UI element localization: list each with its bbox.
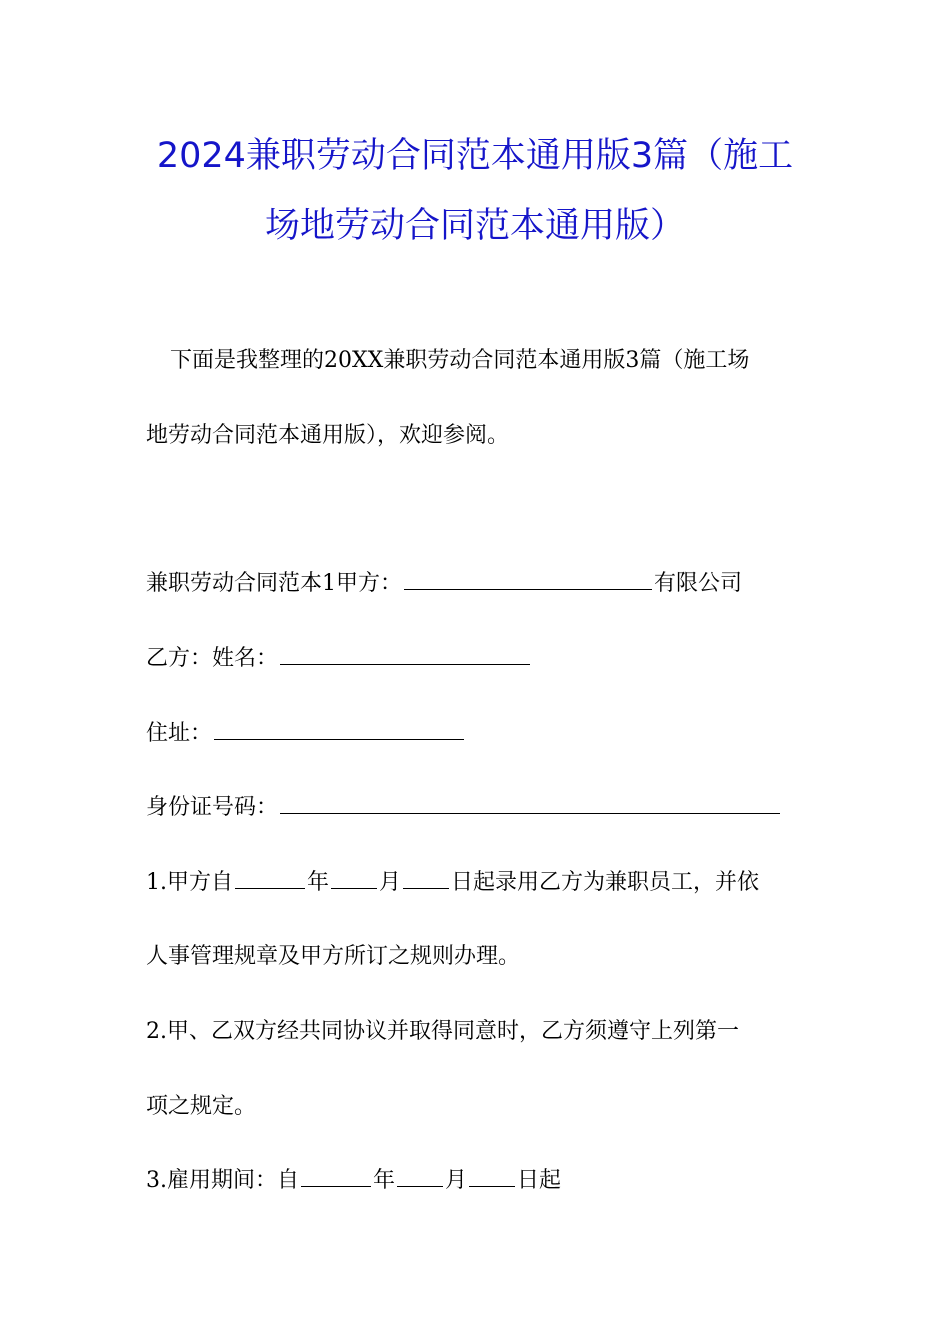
title-line-1: 2024兼职劳动合同范本通用版3篇（施工 <box>156 136 794 176</box>
id-number-label: 身份证号码： <box>146 795 279 820</box>
clause-3-year: 年 <box>373 1168 396 1193</box>
party-b-name-label: 乙方：姓名： <box>146 646 279 671</box>
party-a-line <box>146 573 742 595</box>
clause-1-year-blank <box>235 887 305 889</box>
id-number-line <box>146 797 782 819</box>
clause-1-month-blank <box>331 887 377 889</box>
clause-2-line-2: 项之规定。 <box>146 1094 257 1119</box>
address-blank <box>214 738 464 740</box>
party-b-name-blank <box>280 663 530 665</box>
clause-3-month: 月 <box>445 1168 468 1193</box>
party-a-blank <box>404 588 652 590</box>
id-number-blank <box>280 812 780 814</box>
clause-1-rest: 日起录用乙方为兼职员工，并依 <box>451 870 760 895</box>
clause-3-year-blank <box>301 1185 371 1187</box>
clause-1-line-1 <box>146 872 759 894</box>
intro-line-1: 下面是我整理的20XX兼职劳动合同范本通用版3篇（施工场 <box>170 348 750 373</box>
clause-3-day: 日起 <box>517 1168 562 1193</box>
clause-1-line-2: 人事管理规章及甲方所订之规则办理。 <box>146 944 521 969</box>
clause-3-month-blank <box>397 1185 443 1187</box>
clause-1-day-blank <box>403 887 449 889</box>
title-line-2: 场地劳动合同范本通用版） <box>264 206 685 246</box>
clause-1-year: 年 <box>307 870 330 895</box>
intro-line-2: 地劳动合同范本通用版），欢迎参阅。 <box>146 423 510 448</box>
clause-3-day-blank <box>469 1185 515 1187</box>
clause-3-start: 3.雇用期间：自 <box>146 1168 299 1193</box>
party-a-suffix: 有限公司 <box>654 571 743 596</box>
address-line <box>146 723 466 745</box>
clause-2-line-1: 2.甲、乙双方经共同协议并取得同意时，乙方须遵守上列第一 <box>146 1019 739 1044</box>
clause-1-month: 月 <box>379 870 402 895</box>
party-a-label: 兼职劳动合同范本1甲方： <box>146 571 402 596</box>
address-label: 住址： <box>146 721 213 746</box>
party-b-name-line <box>146 648 532 670</box>
clause-1-start: 1.甲方自 <box>146 870 233 895</box>
clause-3-line-1 <box>146 1170 561 1192</box>
